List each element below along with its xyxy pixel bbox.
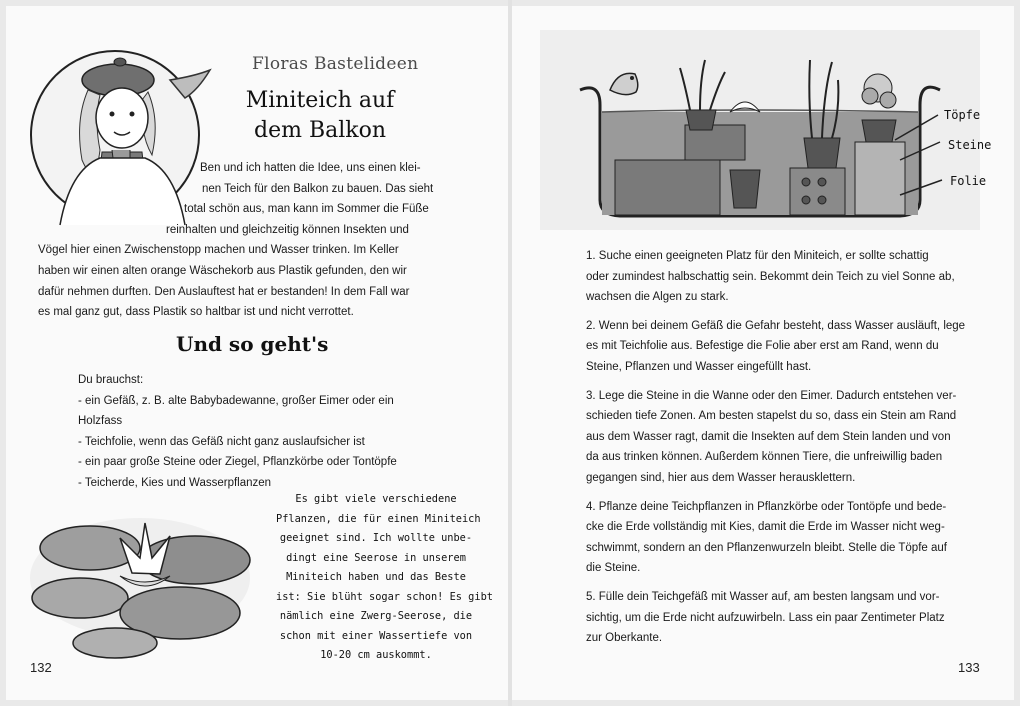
step-line: 1. Suche einen geeigneten Platz für den Miniteich, er sollte schattig xyxy=(586,250,929,262)
step-2 xyxy=(586,316,1006,378)
step-line: 5. Fülle dein Teichgefäß mit Wasser auf, am besten langsam und vor- xyxy=(586,590,940,603)
step-3 xyxy=(586,386,1006,489)
step-line: zur Oberkante. xyxy=(586,632,663,645)
materials-item: - ein Gefäß, z. B. alte Babybadewanne, großer Eimer oder ein Holzfass xyxy=(78,394,394,428)
intro-line: es mal ganz gut, dass Plastik so haltbar ist und nicht verrottet. xyxy=(38,306,354,319)
step-line: da aus trinken können. Außerdem können Tiere, die unfreiwillig baden xyxy=(586,451,943,464)
materials-item: - Teichfolie, wenn das Gefäß nicht ganz auslaufsicher ist xyxy=(78,435,365,448)
label-pots: Töpfe xyxy=(944,108,981,122)
step-line: gegangen sind, hier aus dem Wasser herausklettern. xyxy=(586,471,856,484)
note-line: dingt eine Seerose in unserem xyxy=(286,551,466,564)
materials-title: Du brauchst: xyxy=(78,374,144,386)
note-line: schon mit einer Wassertiefe von xyxy=(279,629,473,642)
page-number-left: 132 xyxy=(30,660,52,675)
note-line: 10-20 cm auskommt. xyxy=(320,649,432,661)
label-stones: Steine xyxy=(948,138,992,152)
note-line: geeignet sind. Ich wollte unbe- xyxy=(279,532,473,544)
intro-line: total schön aus, man kann im Sommer die Füße xyxy=(184,203,429,216)
note-line: ist: Sie blüht sogar schon! Es gibt xyxy=(276,590,493,603)
instruction-steps xyxy=(586,246,1006,657)
step-line: es mit Teichfolie aus. Befestige die Folie aber erst am Rand, wenn du xyxy=(586,340,939,353)
step-4 xyxy=(586,497,1006,579)
handwritten-note xyxy=(276,490,493,666)
step-line: 3. Lege die Steine in die Wanne oder den Eimer. Dadurch entstehen ver- xyxy=(586,389,957,402)
page-title xyxy=(228,86,412,146)
title-line-2: dem Balkon xyxy=(253,118,387,143)
section-heading: Und so geht's xyxy=(176,332,329,356)
intro-line: haben wir einen alten orange Wäschekorb aus Plastik gefunden, den wir xyxy=(38,264,407,277)
series-title: Floras Bastelideen xyxy=(252,54,419,74)
step-line: wachsen die Algen zu stark. xyxy=(586,291,729,304)
step-line: oder zumindest halbschattig sein. Bekommt dein Teich zu viel Sonne ab, xyxy=(586,270,955,283)
intro-line: Ben und ich hatten die Idee, uns einen klei- xyxy=(200,162,421,174)
materials-list xyxy=(78,370,438,494)
step-line: sichtig, um die Erde nicht aufzuwirbeln. Lass ein paar Zentimeter Platz xyxy=(586,611,945,624)
label-liner: Folie xyxy=(950,174,987,188)
intro-line: dafür nehmen durften. Den Auslauftest hat er bestanden! In dem Fall war xyxy=(38,285,410,298)
title-line-1: Miniteich auf xyxy=(245,88,395,113)
note-line: Pflanzen, die für einen Miniteich xyxy=(276,512,481,525)
page-number-right: 133 xyxy=(958,660,980,675)
materials-item: - Teicherde, Kies und Wasserpflanzen xyxy=(78,476,272,489)
pond-diagram-illustration xyxy=(540,30,980,230)
note-line: Es gibt viele verschiedene xyxy=(295,493,457,505)
step-line: aus dem Wasser ragt, damit die Insekten auf dem Stein landen und von xyxy=(586,430,951,443)
intro-line: Vögel hier einen Zwischenstopp machen und Wasser trinken. Im Keller xyxy=(38,244,399,257)
step-line: schieden tiefe Zonen. Am besten stapelst du so, dass ein Stein am Rand xyxy=(586,410,957,423)
materials-item: - ein paar große Steine oder Ziegel, Pflanzkörbe oder Tontöpfe xyxy=(78,456,397,469)
step-line: 4. Pflanze deine Teichpflanzen in Pflanzkörbe oder Tontöpfe und bede- xyxy=(586,500,947,513)
step-line: die Steine. xyxy=(586,562,641,575)
intro-paragraph xyxy=(38,158,454,323)
note-line: nämlich eine Zwerg-Seerose, die xyxy=(279,610,473,622)
step-line: Steine, Pflanzen und Wasser eingefüllt hast. xyxy=(586,360,812,373)
step-1 xyxy=(586,246,1006,308)
step-line: schwimmt, sondern an den Pflanzenwurzeln bleibt. Stelle die Töpfe auf xyxy=(586,541,947,554)
step-line: 2. Wenn bei deinem Gefäß die Gefahr besteht, dass Wasser ausläuft, lege xyxy=(586,319,966,332)
intro-line: nen Teich für den Balkon zu bauen. Das sieht xyxy=(202,182,434,195)
step-line: cke die Erde vollständig mit Kies, damit die Erde im Wasser nicht weg- xyxy=(586,521,945,534)
note-line: Miniteich haben und das Beste xyxy=(286,571,466,583)
water-lily-illustration xyxy=(20,478,270,668)
step-5 xyxy=(586,587,1006,649)
intro-line: reinhalten und gleichzeitig können Insekten und xyxy=(166,223,409,236)
